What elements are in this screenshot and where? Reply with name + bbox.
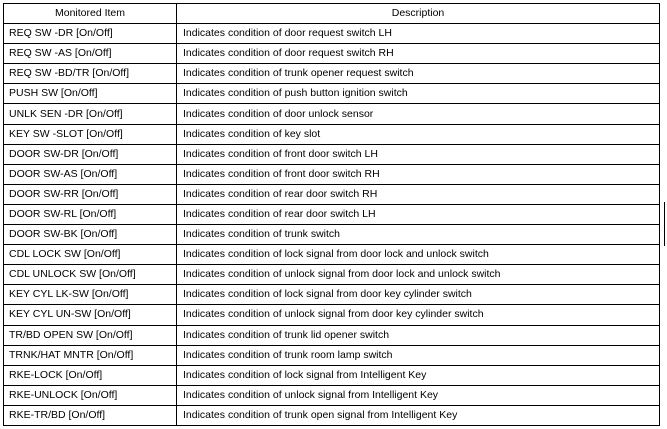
description-cell: Indicates condition of trunk switch — [177, 225, 660, 245]
table-row — [4, 124, 660, 144]
description-cell: Indicates condition of trunk opener request switch — [177, 64, 660, 84]
monitored-item-cell: DOOR SW-RL [On/Off] — [4, 204, 177, 224]
monitored-item-cell: PUSH SW [On/Off] — [4, 84, 177, 104]
monitored-item-cell: KEY CYL UN-SW [On/Off] — [4, 305, 177, 325]
table-row — [4, 204, 660, 224]
table-header-row — [4, 4, 660, 24]
table-row — [4, 305, 660, 325]
table-row — [4, 285, 660, 305]
description-cell: Indicates condition of unlock signal from door key cylinder switch — [177, 305, 660, 325]
table-row — [4, 24, 660, 44]
table-body — [4, 24, 660, 426]
description-cell: Indicates condition of unlock signal from Intelligent Key — [177, 385, 660, 405]
table-row — [4, 325, 660, 345]
monitored-item-cell: UNLK SEN -DR [On/Off] — [4, 104, 177, 124]
monitored-item-cell: KEY CYL LK-SW [On/Off] — [4, 285, 177, 305]
table-row — [4, 385, 660, 405]
table-row — [4, 144, 660, 164]
table-row — [4, 104, 660, 124]
monitored-item-cell: DOOR SW-BK [On/Off] — [4, 225, 177, 245]
table-row — [4, 84, 660, 104]
table-row — [4, 345, 660, 365]
monitored-item-cell: DOOR SW-RR [On/Off] — [4, 184, 177, 204]
description-cell: Indicates condition of front door switch RH — [177, 164, 660, 184]
table-row — [4, 405, 660, 425]
description-cell: Indicates condition of lock signal from door key cylinder switch — [177, 285, 660, 305]
description-cell: Indicates condition of front door switch LH — [177, 144, 660, 164]
page-edge-mark — [664, 202, 665, 246]
description-cell: Indicates condition of lock signal from door lock and unlock switch — [177, 245, 660, 265]
table-row — [4, 225, 660, 245]
monitored-item-cell: DOOR SW-DR [On/Off] — [4, 144, 177, 164]
table-row — [4, 164, 660, 184]
description-cell: Indicates condition of unlock signal from door lock and unlock switch — [177, 265, 660, 285]
monitored-item-cell: RKE-UNLOCK [On/Off] — [4, 385, 177, 405]
description-cell: Indicates condition of trunk lid opener switch — [177, 325, 660, 345]
description-cell: Indicates condition of trunk open signal from Intelligent Key — [177, 405, 660, 425]
monitored-item-cell: DOOR SW-AS [On/Off] — [4, 164, 177, 184]
table-row — [4, 245, 660, 265]
monitored-item-cell: REQ SW -DR [On/Off] — [4, 24, 177, 44]
description-cell: Indicates condition of door request switch LH — [177, 24, 660, 44]
description-cell: Indicates condition of trunk room lamp switch — [177, 345, 660, 365]
header-monitored-item: Monitored Item — [4, 4, 177, 24]
monitored-item-cell: REQ SW -AS [On/Off] — [4, 44, 177, 64]
description-cell: Indicates condition of push button ignition switch — [177, 84, 660, 104]
monitored-item-cell: REQ SW -BD/TR [On/Off] — [4, 64, 177, 84]
description-cell: Indicates condition of rear door switch RH — [177, 184, 660, 204]
monitored-items-table — [3, 3, 660, 426]
table-row — [4, 44, 660, 64]
description-cell: Indicates condition of lock signal from Intelligent Key — [177, 365, 660, 385]
monitored-item-cell: RKE-LOCK [On/Off] — [4, 365, 177, 385]
monitored-item-cell: KEY SW -SLOT [On/Off] — [4, 124, 177, 144]
header-description: Description — [177, 4, 660, 24]
monitored-item-cell: TR/BD OPEN SW [On/Off] — [4, 325, 177, 345]
description-cell: Indicates condition of key slot — [177, 124, 660, 144]
monitored-item-cell: CDL UNLOCK SW [On/Off] — [4, 265, 177, 285]
description-cell: Indicates condition of rear door switch LH — [177, 204, 660, 224]
monitored-item-cell: CDL LOCK SW [On/Off] — [4, 245, 177, 265]
description-cell: Indicates condition of door unlock sensor — [177, 104, 660, 124]
monitored-item-cell: TRNK/HAT MNTR [On/Off] — [4, 345, 177, 365]
table-row — [4, 184, 660, 204]
table-row — [4, 365, 660, 385]
table-row — [4, 64, 660, 84]
monitored-item-cell: RKE-TR/BD [On/Off] — [4, 405, 177, 425]
table-row — [4, 265, 660, 285]
description-cell: Indicates condition of door request switch RH — [177, 44, 660, 64]
